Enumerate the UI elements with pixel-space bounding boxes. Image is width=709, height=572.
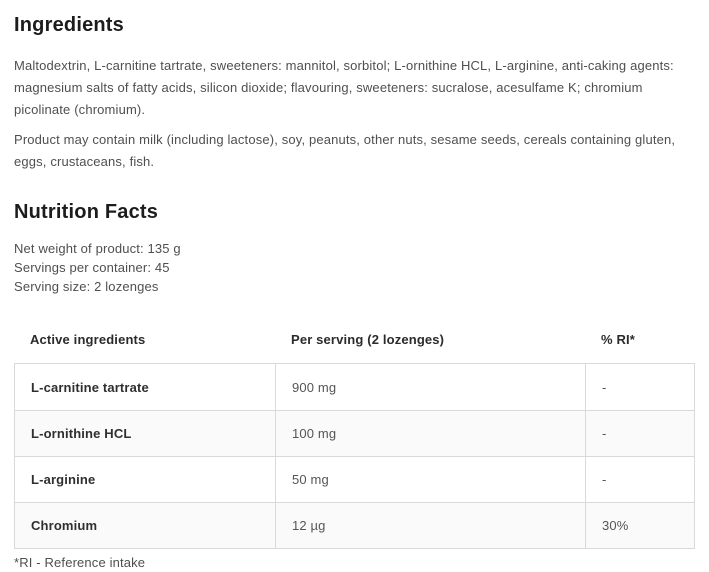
table-row-chromium [15,502,694,548]
allergen-warning-text: Product may contain milk (including lactose), soy, peanuts, other nuts, sesame seeds, cereals containing gluten, eggs, crustaceans, fish. [14,132,676,169]
ri-cell: - [602,379,607,395]
nutrition-table-header [14,332,695,363]
ri-cell: - [602,426,607,441]
column-header-ri: % RI* [601,332,635,347]
per-serving-cell: 900 mg [276,364,586,410]
nutrition-table-body [14,363,695,549]
nutrition-table [14,332,695,549]
ri-cell: - [602,472,607,487]
per-serving-cell: 12 µg [276,503,586,548]
table-row-l-arginine [15,456,694,502]
ingredients-heading: Ingredients [14,14,124,36]
column-header-active-ingredients: Active ingredients [30,332,146,347]
ingredients-composition-text: Maltodextrin, L-carnitine tartrate, sweeteners: mannitol, sorbitol; L-ornithine HCL, L-arginine, anti-caking agents: magnesium salts of fatty acids, silicon dioxide; flavouring, sweeteners: sucralose, acesulfame K; chromium picolinate (chromium). [14,58,674,117]
ri-cell: 30% [602,518,629,533]
serving-info-block [14,239,695,296]
per-serving-cell: 100 mg [276,411,586,456]
serving-size-text: Serving size: 2 lozenges [14,279,159,294]
ingredient-name-cell: Chromium [15,503,276,548]
nutrition-facts-heading: Nutrition Facts [14,201,159,223]
table-row-l-carnitine [15,364,694,410]
per-serving-cell: 50 mg [276,457,586,502]
table-row-l-ornithine [15,410,694,456]
net-weight-text: Net weight of product: 135 g [14,241,181,256]
ingredient-name-cell: L-arginine [15,457,276,502]
column-header-per-serving: Per serving (2 lozenges) [291,332,445,347]
ingredient-name-cell: L-carnitine tartrate [15,364,276,410]
servings-per-container-text: Servings per container: 45 [14,260,170,275]
ri-footnote: *RI - Reference intake [14,555,146,570]
ingredient-name-cell: L-ornithine HCL [15,411,276,456]
